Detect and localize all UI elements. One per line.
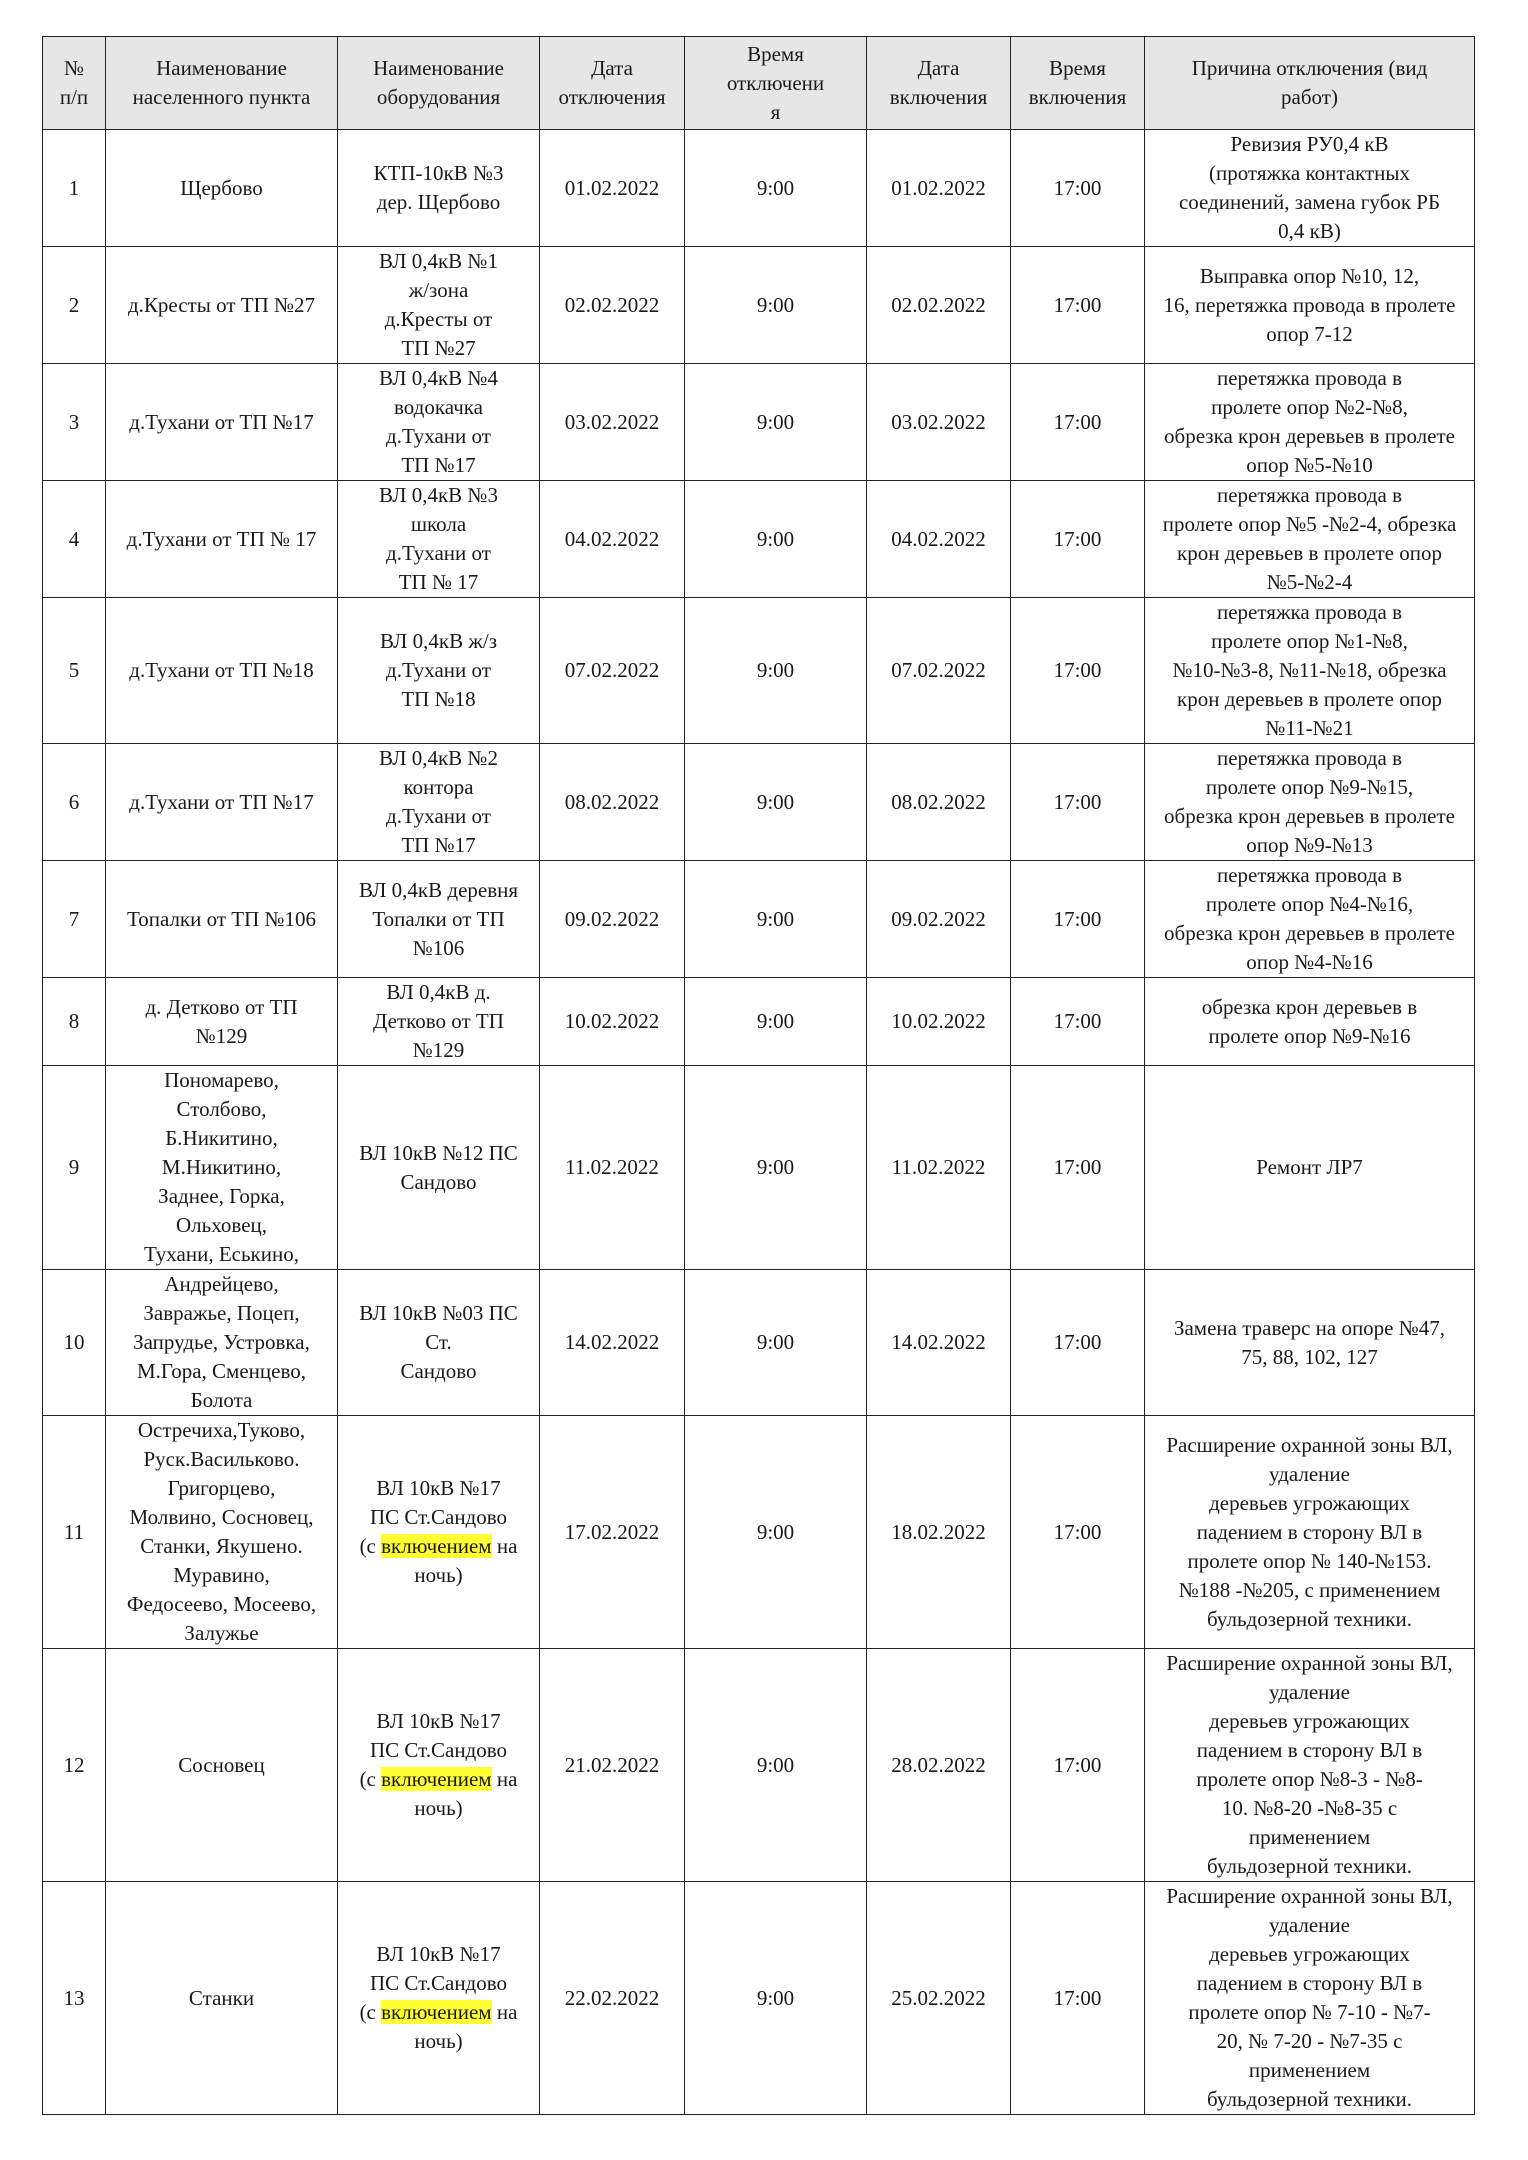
cell-off-time: 9:00 xyxy=(685,130,867,247)
cell-line: Причина отключения (вид xyxy=(1191,56,1428,80)
cell-line: опор №4-№16 xyxy=(1246,950,1373,974)
cell-line: ТП №18 xyxy=(401,687,476,711)
cell-reason xyxy=(1145,1416,1475,1649)
cell-equipment xyxy=(338,598,540,744)
cell-line: д.Тухани от ТП №17 xyxy=(129,409,314,434)
cell-on-date: 01.02.2022 xyxy=(867,130,1011,247)
cell-line: Сандово xyxy=(400,1359,477,1383)
cell-off-date: 03.02.2022 xyxy=(540,364,685,481)
table-row xyxy=(43,1066,1475,1270)
cell-line: я xyxy=(770,99,781,124)
cell-line: Андрейцево, xyxy=(164,1272,279,1296)
cell-line: пролете опор №5 -№2-4, обрезка xyxy=(1162,512,1457,536)
cell-line: ВЛ 10кВ №03 ПС xyxy=(359,1301,518,1325)
cell-line: №188 -№205, с применением xyxy=(1178,1577,1441,1602)
highlighted-text: включением xyxy=(381,2000,492,2024)
cell-line: Дата xyxy=(917,56,960,80)
cell-line: пролете опор №4-№16, xyxy=(1205,892,1414,916)
cell-line: №106 xyxy=(412,935,465,960)
cell-line: п/п xyxy=(59,85,89,109)
cell-on-time: 17:00 xyxy=(1011,247,1145,364)
highlighted-text: включением xyxy=(381,1767,492,1791)
cell-settlement xyxy=(106,1882,338,2115)
cell-line: д.Тухани от xyxy=(386,804,491,828)
cell-reason xyxy=(1145,1649,1475,1882)
header-on-time xyxy=(1011,37,1145,130)
cell-on-date: 25.02.2022 xyxy=(867,1882,1011,2115)
cell-line: ВЛ 0,4кВ д. xyxy=(386,980,491,1004)
cell-line: 16, перетяжка провода в пролете xyxy=(1163,292,1456,317)
cell-line: падением в сторону ВЛ в xyxy=(1196,1738,1423,1762)
cell-line: включения xyxy=(1028,85,1127,109)
cell-line: Дата xyxy=(591,56,633,80)
cell-line: удаление xyxy=(1269,1913,1350,1937)
cell-line: пролете опор № 7-10 - №7- xyxy=(1188,2000,1431,2024)
cell-off-date: 22.02.2022 xyxy=(540,1882,685,2115)
cell-num: 12 xyxy=(43,1649,106,1882)
table-row xyxy=(43,247,1475,364)
cell-settlement xyxy=(106,598,338,744)
cell-line: д.Тухани от ТП №17 xyxy=(129,789,314,814)
cell-on-time: 17:00 xyxy=(1011,481,1145,598)
cell-on-date: 09.02.2022 xyxy=(867,861,1011,978)
cell-line: 10. №8-20 -№8-35 с xyxy=(1221,1796,1398,1820)
cell-line: пролете опор №9-№16 xyxy=(1208,1023,1411,1048)
cell-off-time: 9:00 xyxy=(685,1882,867,2115)
cell-equipment xyxy=(338,1882,540,2115)
cell-settlement xyxy=(106,364,338,481)
cell-line: обрезка крон деревьев в пролете xyxy=(1164,424,1455,448)
cell-on-time: 17:00 xyxy=(1011,598,1145,744)
cell-line: №129 xyxy=(195,1023,248,1048)
cell-on-time: 17:00 xyxy=(1011,744,1145,861)
cell-settlement xyxy=(106,744,338,861)
cell-off-date: 14.02.2022 xyxy=(540,1270,685,1416)
cell-line: населенного пункта xyxy=(132,85,311,109)
cell-line: ВЛ 0,4кВ №1 xyxy=(379,249,498,273)
cell-off-date: 01.02.2022 xyxy=(540,130,685,247)
cell-line: Ольховец, xyxy=(175,1213,268,1237)
cell-line: работ) xyxy=(1281,85,1338,109)
cell-off-time: 9:00 xyxy=(685,364,867,481)
cell-equipment xyxy=(338,364,540,481)
cell-off-date: 07.02.2022 xyxy=(540,598,685,744)
cell-off-time: 9:00 xyxy=(685,1649,867,1882)
cell-equipment xyxy=(338,247,540,364)
cell-on-date: 07.02.2022 xyxy=(867,598,1011,744)
cell-equipment xyxy=(338,1270,540,1416)
cell-line: Сосновец xyxy=(178,1752,265,1777)
cell-on-time: 17:00 xyxy=(1011,1649,1145,1882)
cell-num: 4 xyxy=(43,481,106,598)
cell-line: Запрудье, Устровка, xyxy=(133,1330,310,1354)
cell-line: перетяжка провода в xyxy=(1217,366,1402,390)
header-off-time xyxy=(685,37,867,130)
table-body xyxy=(43,130,1475,2115)
cell-line: ПС Ст.Сандово xyxy=(369,1505,508,1529)
cell-on-date: 02.02.2022 xyxy=(867,247,1011,364)
cell-line: крон деревьев в пролете опор xyxy=(1177,541,1442,565)
cell-reason xyxy=(1145,1270,1475,1416)
cell-line: д.Тухани от ТП №18 xyxy=(129,658,314,682)
cell-line: удаление xyxy=(1269,1680,1350,1704)
cell-line: Сандово xyxy=(400,1169,477,1194)
cell-line: Залужье xyxy=(184,1621,259,1645)
cell-line: 75, 88, 102, 127 xyxy=(1241,1344,1378,1369)
cell-settlement xyxy=(106,1066,338,1270)
cell-line: (с включением на xyxy=(359,2000,518,2024)
table-row xyxy=(43,744,1475,861)
table-row xyxy=(43,978,1475,1066)
cell-reason xyxy=(1145,598,1475,744)
cell-line: перетяжка провода в xyxy=(1217,600,1402,624)
cell-line: пролете опор №1-№8, xyxy=(1211,629,1408,653)
cell-line: Ремонт ЛР7 xyxy=(1256,1155,1363,1179)
cell-off-time: 9:00 xyxy=(685,978,867,1066)
cell-on-date: 18.02.2022 xyxy=(867,1416,1011,1649)
cell-line: отключения xyxy=(558,85,666,109)
table-row xyxy=(43,1416,1475,1649)
table-row xyxy=(43,1270,1475,1416)
cell-line: ж/зона xyxy=(408,278,469,302)
cell-equipment xyxy=(338,130,540,247)
cell-line: дер. Щербово xyxy=(376,190,501,214)
cell-off-date: 04.02.2022 xyxy=(540,481,685,598)
cell-off-time: 9:00 xyxy=(685,247,867,364)
cell-line: Молвино, Сосновец, xyxy=(129,1505,314,1529)
cell-line: ВЛ 10кВ №12 ПС xyxy=(359,1140,518,1165)
cell-line: ПС Ст.Сандово xyxy=(369,1738,508,1762)
cell-off-time: 9:00 xyxy=(685,744,867,861)
cell-line: М.Гора, Сменцево, xyxy=(137,1359,306,1383)
document-page xyxy=(42,36,1474,2115)
cell-on-time: 17:00 xyxy=(1011,1066,1145,1270)
cell-line: деревьев угрожающих xyxy=(1209,1709,1410,1733)
cell-line: обрезка крон деревьев в xyxy=(1201,994,1418,1019)
cell-on-time: 17:00 xyxy=(1011,130,1145,247)
cell-line: пролете опор №9-№15, xyxy=(1205,775,1414,799)
cell-line: деревьев угрожающих xyxy=(1209,1490,1410,1515)
cell-line: 0,4 кВ) xyxy=(1278,219,1341,243)
cell-settlement xyxy=(106,1270,338,1416)
cell-settlement xyxy=(106,1416,338,1649)
cell-line: обрезка крон деревьев в пролете xyxy=(1164,921,1455,945)
outage-schedule-table xyxy=(42,36,1475,2115)
cell-settlement xyxy=(106,130,338,247)
cell-line: Завражье, Поцеп, xyxy=(143,1301,300,1325)
cell-num: 8 xyxy=(43,978,106,1066)
cell-line: бульдозерной техники. xyxy=(1207,2087,1412,2111)
cell-off-date: 02.02.2022 xyxy=(540,247,685,364)
cell-line: применением xyxy=(1248,1825,1371,1849)
cell-num: 7 xyxy=(43,861,106,978)
table-row xyxy=(43,130,1475,247)
cell-on-date: 04.02.2022 xyxy=(867,481,1011,598)
cell-line: Болота xyxy=(190,1388,253,1412)
cell-equipment xyxy=(338,978,540,1066)
cell-line: ночь) xyxy=(414,2029,463,2053)
cell-on-time: 17:00 xyxy=(1011,1416,1145,1649)
cell-reason xyxy=(1145,861,1475,978)
table-row xyxy=(43,364,1475,481)
cell-line: бульдозерной техники. xyxy=(1207,1606,1412,1631)
cell-line: №129 xyxy=(412,1038,465,1062)
cell-settlement xyxy=(106,481,338,598)
cell-line: Григорцево, xyxy=(167,1476,276,1500)
cell-line: Топалки от ТП №106 xyxy=(126,906,317,931)
cell-line: №10-№3-8, №11-№18, обрезка xyxy=(1172,658,1447,682)
cell-num: 13 xyxy=(43,1882,106,2115)
cell-line: применением xyxy=(1248,2058,1371,2082)
table-row xyxy=(43,861,1475,978)
cell-line: ТП № 17 xyxy=(398,570,479,594)
cell-line: деревьев угрожающих xyxy=(1209,1942,1410,1966)
cell-line: д.Тухани от ТП № 17 xyxy=(126,526,317,551)
cell-reason xyxy=(1145,1882,1475,2115)
cell-line: перетяжка провода в xyxy=(1217,863,1402,887)
cell-equipment xyxy=(338,1649,540,1882)
highlighted-text: включением xyxy=(381,1534,492,1558)
cell-line: Остречиха,Туково, xyxy=(137,1418,306,1442)
cell-line: обрезка крон деревьев в пролете xyxy=(1164,804,1455,828)
cell-line: включения xyxy=(889,85,988,109)
cell-line: крон деревьев в пролете опор xyxy=(1177,687,1442,711)
cell-num: 2 xyxy=(43,247,106,364)
cell-line: д.Тухани от xyxy=(386,424,491,448)
cell-line: оборудования xyxy=(376,85,501,109)
cell-line: Руск.Васильково. xyxy=(143,1447,300,1471)
cell-line: ПС Ст.Сандово xyxy=(369,1971,508,1995)
cell-line: Станки xyxy=(188,1985,255,2010)
cell-line: (с включением на xyxy=(359,1767,518,1791)
cell-reason xyxy=(1145,130,1475,247)
cell-line: опор №5-№10 xyxy=(1246,453,1373,477)
cell-line: ВЛ 10кВ №17 xyxy=(376,1942,501,1966)
cell-reason xyxy=(1145,744,1475,861)
cell-on-date: 11.02.2022 xyxy=(867,1066,1011,1270)
cell-line: пролете опор №2-№8, xyxy=(1211,395,1408,419)
cell-line: контора xyxy=(403,775,474,799)
cell-on-time: 17:00 xyxy=(1011,861,1145,978)
cell-settlement xyxy=(106,861,338,978)
cell-line: Детково от ТП xyxy=(373,1009,504,1033)
table-header xyxy=(43,37,1475,130)
cell-equipment xyxy=(338,1416,540,1649)
cell-line: водокачка xyxy=(394,395,483,419)
cell-line: Наименование xyxy=(156,56,287,80)
cell-line: опор 7-12 xyxy=(1266,321,1353,346)
cell-line: Станки, Якушено. xyxy=(140,1534,303,1558)
cell-off-date: 11.02.2022 xyxy=(540,1066,685,1270)
cell-line: перетяжка провода в xyxy=(1217,483,1402,507)
cell-line: соединений, замена губок РБ xyxy=(1178,190,1441,214)
cell-reason xyxy=(1145,481,1475,598)
cell-line: Наименование xyxy=(373,56,504,80)
cell-num: 3 xyxy=(43,364,106,481)
cell-line: ВЛ 0,4кВ №2 xyxy=(379,746,498,770)
cell-line: отключени xyxy=(726,70,825,95)
cell-line: школа xyxy=(410,512,467,536)
cell-line: Столбово, xyxy=(176,1097,267,1121)
cell-line: ВЛ 0,4кВ ж/з xyxy=(379,629,498,653)
cell-line: Замена траверс на опоре №47, xyxy=(1173,1315,1446,1340)
cell-num: 11 xyxy=(43,1416,106,1649)
cell-off-time: 9:00 xyxy=(685,1416,867,1649)
cell-on-time: 17:00 xyxy=(1011,1882,1145,2115)
cell-line: ТП №27 xyxy=(401,336,476,360)
cell-line: д.Тухани от xyxy=(386,541,491,565)
cell-line: № xyxy=(63,56,85,80)
cell-num: 5 xyxy=(43,598,106,744)
cell-line: Щербово xyxy=(180,175,263,200)
table-row xyxy=(43,1649,1475,1882)
cell-line: ВЛ 0,4кВ деревня xyxy=(358,877,519,902)
header-off-date xyxy=(540,37,685,130)
cell-line: Расширение охранной зоны ВЛ, xyxy=(1166,1432,1453,1457)
cell-on-date: 28.02.2022 xyxy=(867,1649,1011,1882)
table-row xyxy=(43,598,1475,744)
cell-line: №11-№21 xyxy=(1265,716,1354,740)
cell-settlement xyxy=(106,247,338,364)
cell-reason xyxy=(1145,247,1475,364)
cell-line: (с включением на xyxy=(359,1534,518,1558)
cell-line: Б.Никитино, xyxy=(165,1126,278,1150)
cell-line: Расширение охранной зоны ВЛ, xyxy=(1166,1884,1453,1908)
cell-reason xyxy=(1145,978,1475,1066)
cell-line: Выправка опор №10, 12, xyxy=(1199,263,1420,288)
cell-off-date: 09.02.2022 xyxy=(540,861,685,978)
cell-line: Федосеево, Мосеево, xyxy=(126,1592,317,1616)
cell-off-time: 9:00 xyxy=(685,861,867,978)
cell-on-date: 10.02.2022 xyxy=(867,978,1011,1066)
cell-line: (протяжка контактных xyxy=(1208,161,1411,185)
cell-line: №5-№2-4 xyxy=(1266,570,1353,594)
cell-line: ВЛ 0,4кВ №4 xyxy=(379,366,498,390)
cell-line: пролете опор №8-3 - №8- xyxy=(1196,1767,1423,1791)
cell-line: падением в сторону ВЛ в xyxy=(1196,1519,1423,1544)
cell-line: КТП-10кВ №3 xyxy=(373,161,504,185)
cell-line: Ревизия РУ0,4 кВ xyxy=(1230,132,1389,156)
cell-equipment xyxy=(338,481,540,598)
cell-off-date: 21.02.2022 xyxy=(540,1649,685,1882)
cell-line: Ст. xyxy=(425,1330,452,1354)
cell-line: Время xyxy=(747,41,804,66)
cell-line: Пономарево, xyxy=(164,1068,279,1092)
cell-equipment xyxy=(338,744,540,861)
cell-line: ВЛ 10кВ №17 xyxy=(376,1476,501,1500)
cell-line: ночь) xyxy=(414,1796,463,1820)
cell-reason xyxy=(1145,1066,1475,1270)
cell-equipment xyxy=(338,861,540,978)
cell-line: опор №9-№13 xyxy=(1246,833,1373,857)
cell-off-date: 10.02.2022 xyxy=(540,978,685,1066)
cell-equipment xyxy=(338,1066,540,1270)
cell-line: пролете опор № 140-№153. xyxy=(1187,1548,1432,1573)
cell-line: д. Детково от ТП xyxy=(145,994,298,1019)
cell-line: перетяжка провода в xyxy=(1217,746,1402,770)
header-num xyxy=(43,37,106,130)
cell-line: Расширение охранной зоны ВЛ, xyxy=(1166,1651,1453,1675)
cell-line: удаление xyxy=(1269,1461,1350,1486)
header-reason xyxy=(1145,37,1475,130)
cell-on-date: 03.02.2022 xyxy=(867,364,1011,481)
cell-line: бульдозерной техники. xyxy=(1207,1854,1412,1878)
header-on-date xyxy=(867,37,1011,130)
cell-on-date: 14.02.2022 xyxy=(867,1270,1011,1416)
cell-line: ночь) xyxy=(414,1563,463,1587)
cell-line: ТП №17 xyxy=(401,453,476,477)
cell-on-date: 08.02.2022 xyxy=(867,744,1011,861)
cell-num: 6 xyxy=(43,744,106,861)
cell-line: М.Никитино, xyxy=(161,1155,282,1179)
cell-line: падением в сторону ВЛ в xyxy=(1196,1971,1423,1995)
cell-on-time: 17:00 xyxy=(1011,364,1145,481)
cell-line: Муравино, xyxy=(173,1563,270,1587)
header-settlement xyxy=(106,37,338,130)
cell-num: 9 xyxy=(43,1066,106,1270)
cell-line: 20, № 7-20 - №7-35 с xyxy=(1216,2029,1403,2053)
cell-line: ВЛ 0,4кВ №3 xyxy=(379,483,498,507)
cell-line: ТП №17 xyxy=(401,833,476,857)
cell-num: 10 xyxy=(43,1270,106,1416)
cell-line: ВЛ 10кВ №17 xyxy=(376,1709,501,1733)
cell-off-time: 9:00 xyxy=(685,598,867,744)
cell-line: д.Кресты от xyxy=(384,307,493,331)
cell-line: Заднее, Горка, xyxy=(158,1184,285,1208)
cell-off-time: 9:00 xyxy=(685,481,867,598)
cell-settlement xyxy=(106,978,338,1066)
cell-on-time: 17:00 xyxy=(1011,978,1145,1066)
cell-settlement xyxy=(106,1649,338,1882)
table-row xyxy=(43,481,1475,598)
cell-num: 1 xyxy=(43,130,106,247)
cell-line: д.Кресты от ТП №27 xyxy=(127,292,316,317)
cell-off-time: 9:00 xyxy=(685,1066,867,1270)
cell-on-time: 17:00 xyxy=(1011,1270,1145,1416)
cell-off-date: 08.02.2022 xyxy=(540,744,685,861)
cell-line: Время xyxy=(1049,56,1106,80)
table-row xyxy=(43,1882,1475,2115)
cell-line: Топалки от ТП xyxy=(372,906,505,931)
cell-off-time: 9:00 xyxy=(685,1270,867,1416)
cell-line: Тухани, Еськино, xyxy=(144,1242,299,1266)
cell-reason xyxy=(1145,364,1475,481)
cell-off-date: 17.02.2022 xyxy=(540,1416,685,1649)
header-equipment xyxy=(338,37,540,130)
cell-line: д.Тухани от xyxy=(386,658,491,682)
